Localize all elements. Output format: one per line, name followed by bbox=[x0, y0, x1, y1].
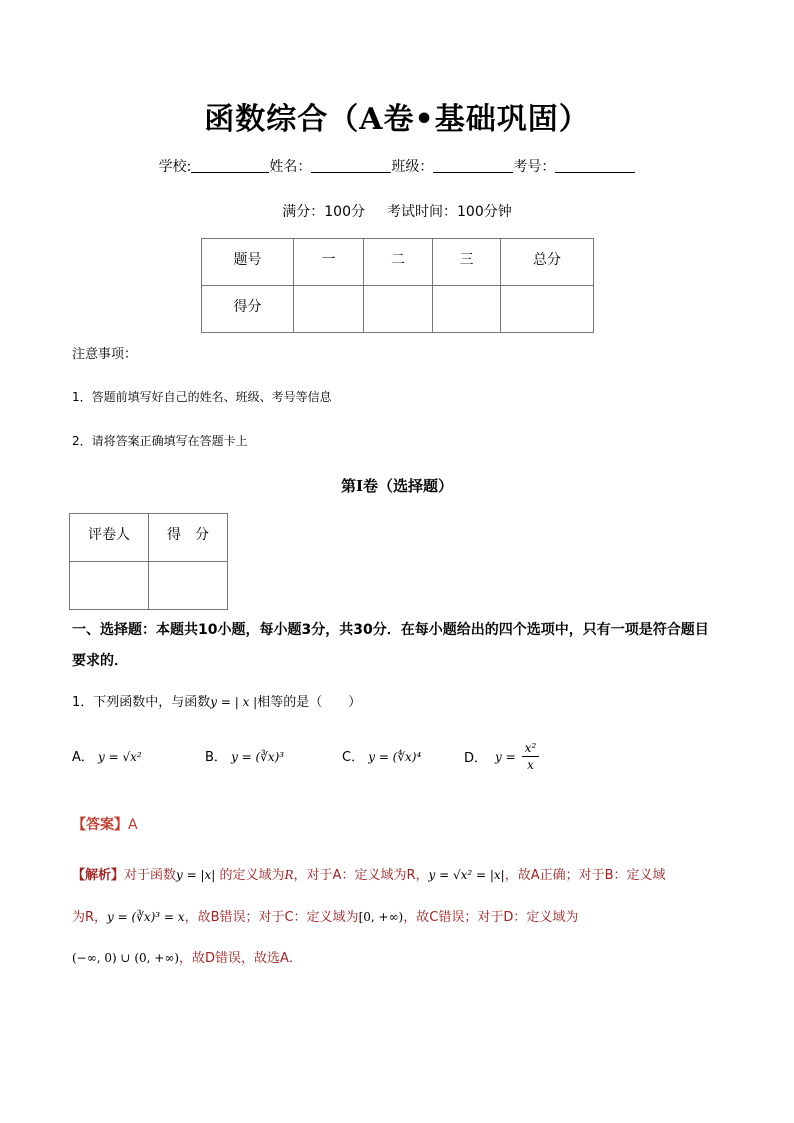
grader-score-cell[interactable] bbox=[149, 562, 228, 610]
explanation-formula: y = |x| bbox=[176, 868, 216, 882]
school-blank[interactable] bbox=[191, 158, 269, 173]
student-info-line bbox=[0, 156, 794, 176]
score-header-cell: 题号 bbox=[202, 239, 294, 286]
part-title: 第I卷（选择题） bbox=[340, 477, 454, 495]
explanation-text: ，故D错误，故选A． bbox=[179, 951, 302, 966]
page-title: 函数综合（A卷•基础巩固） bbox=[204, 102, 590, 137]
notes-heading: 注意事项： bbox=[72, 347, 138, 362]
explanation-text: ，故A正确；对于B：定义域 bbox=[504, 868, 666, 883]
score-row-label: 得分 bbox=[202, 286, 294, 333]
explanation-text: 对于函数 bbox=[124, 868, 177, 883]
grader-label: 评卷人 bbox=[70, 514, 149, 562]
score-table-header-row bbox=[202, 239, 594, 286]
explanation-formula: R bbox=[284, 868, 294, 882]
explanation-line bbox=[72, 947, 732, 966]
option-label: B． bbox=[205, 750, 227, 765]
option-expression: y = √x² bbox=[98, 750, 142, 764]
question-function: y = | x | bbox=[210, 695, 258, 709]
explanation-formula: y = (∛x)³ = x bbox=[107, 910, 185, 924]
question-suffix: 相等的是（ ） bbox=[257, 695, 362, 710]
name-blank[interactable] bbox=[311, 158, 391, 173]
grader-table bbox=[69, 513, 228, 610]
option-expression: y = (∛x)³ bbox=[231, 750, 285, 764]
explanation-text: ，对于A：定义域为R， bbox=[293, 868, 429, 883]
option-expression: y = (∜x)⁴ bbox=[368, 750, 422, 764]
explanation-formula: (−∞, 0) ∪ (0, +∞) bbox=[72, 951, 180, 965]
grader-score-label: 得 分 bbox=[149, 514, 228, 562]
explanation-text: ，故B错误；对于C：定义域为 bbox=[184, 910, 359, 925]
exam-meta bbox=[0, 201, 794, 221]
answer-tag: 【答案】 bbox=[72, 817, 128, 833]
id-blank[interactable] bbox=[555, 158, 635, 173]
fraction-numerator: x² bbox=[522, 740, 540, 757]
explanation-formula: [0, +∞) bbox=[358, 910, 404, 924]
score-header-cell: 三 bbox=[433, 239, 501, 286]
score-cell[interactable] bbox=[501, 286, 594, 333]
class-blank[interactable] bbox=[433, 158, 513, 173]
grader-cell[interactable] bbox=[70, 562, 149, 610]
question-1-stem bbox=[72, 691, 361, 710]
explanation-line bbox=[72, 906, 732, 925]
score-header-cell: 二 bbox=[364, 239, 433, 286]
school-label: 学校: bbox=[158, 159, 192, 175]
option-a[interactable] bbox=[72, 746, 142, 765]
full-score: 满分：100分 bbox=[282, 204, 365, 220]
option-d[interactable] bbox=[464, 740, 539, 773]
answer-value: A bbox=[128, 817, 138, 833]
option-label: D． bbox=[464, 751, 488, 766]
id-label: 考号： bbox=[513, 159, 556, 175]
option-label: C． bbox=[342, 750, 365, 765]
score-cell[interactable] bbox=[294, 286, 364, 333]
option-lhs: y = bbox=[495, 749, 516, 764]
score-cell[interactable] bbox=[364, 286, 433, 333]
note-item: 1．答题前填写好自己的姓名、班级、考号等信息 bbox=[72, 390, 332, 404]
explanation-text: ，故C错误；对于D：定义域为 bbox=[403, 910, 579, 925]
note-item: 2．请将答案正确填写在答题卡上 bbox=[72, 434, 248, 448]
explanation-tag: 【解析】 bbox=[72, 868, 125, 883]
class-label: 班级： bbox=[391, 159, 434, 175]
score-table-score-row bbox=[202, 286, 594, 333]
option-b[interactable] bbox=[205, 746, 284, 765]
section-line: 要求的． bbox=[72, 653, 128, 669]
explanation-text: 为R， bbox=[72, 910, 108, 925]
option-c[interactable] bbox=[342, 746, 421, 765]
option-label: A． bbox=[72, 750, 94, 765]
section-line: 一、选择题：本题共10小题，每小题3分，共30分．在每小题给出的四个选项中，只有一项是符合题目 bbox=[72, 622, 709, 638]
explanation-line bbox=[72, 864, 732, 883]
explanation-formula: y = √x² = |x| bbox=[428, 868, 505, 882]
score-header-cell: 一 bbox=[294, 239, 364, 286]
exam-time: 考试时间：100分钟 bbox=[387, 204, 512, 220]
question-prefix: 1．下列函数中，与函数 bbox=[72, 695, 211, 710]
score-table bbox=[201, 238, 594, 333]
score-header-cell: 总分 bbox=[501, 239, 594, 286]
name-label: 姓名： bbox=[269, 159, 312, 175]
fraction-denominator: x bbox=[527, 758, 534, 772]
fraction bbox=[522, 740, 540, 773]
score-cell[interactable] bbox=[433, 286, 501, 333]
section-instructions bbox=[72, 615, 732, 677]
explanation-text: 的定义域为 bbox=[215, 868, 285, 883]
answer-line bbox=[72, 814, 138, 834]
